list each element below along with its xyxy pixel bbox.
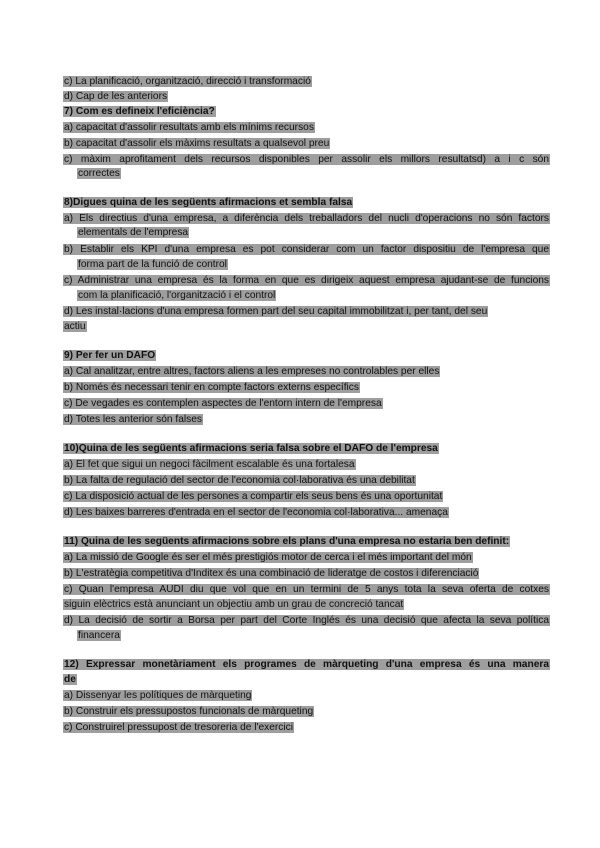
text-line: forma part de la funció de control xyxy=(78,259,227,270)
text-line: a) Dissenyar les polítiques de màrqueting xyxy=(64,690,252,701)
text-line: a) capacitat d'assolir resultats amb els mínims recursos xyxy=(64,122,314,133)
text-line: de xyxy=(64,674,76,685)
text-line: a) El fet que sigui un negoci fàcilment escalable és una fortalesa xyxy=(64,459,355,470)
text-line: correctes xyxy=(78,168,120,179)
question-7-heading: 7) Com es defineix l'eficiència? xyxy=(64,106,215,117)
text-line: actiu xyxy=(64,321,86,332)
question-12-heading: 12) Expressar monetàriament els programes de màrqueting d'una empresa és una manera xyxy=(64,659,549,670)
question-11-heading: 11) Quina de les següents afirmacions sobre els plans d'una empresa no estaria ben definit: xyxy=(64,536,510,547)
question-8-heading: 8)Digues quina de les següents afirmacions et sembla falsa xyxy=(64,197,353,208)
text-line: c) Quan l'empresa AUDI diu que vol que en un termini de 5 anys tota la seva oferta de cotxes xyxy=(64,584,549,595)
text-line: b) L'estratègia competitiva d'Inditex és una combinació de lideratge de costos i diferenciació xyxy=(64,568,479,579)
text-line: com la planificació, l'organització i el control xyxy=(78,290,276,301)
text-line: c) màxim aprofitament dels recursos disponibles per assolir els millors resultatsd) a i c són xyxy=(64,154,549,165)
text-line: c) Construirel pressupost de tresoreria de l'exercici xyxy=(64,722,293,733)
text-line: b) Establir els KPI d'una empresa es pot considerar com un factor dispositiu de l'empresa que xyxy=(64,244,549,255)
text-line: d) Totes les anterior són falses xyxy=(64,414,202,425)
text-line: c) Administrar una empresa és la forma en que es dirigeix aquest empresa ajudant-se de funcions xyxy=(64,275,549,286)
text-line: a) La missió de Google és ser el més prestigiós motor de cerca i el més important del món xyxy=(64,552,472,563)
text-line: elementals de l'empresa xyxy=(78,227,189,238)
text-line: d) Cap de les anteriors xyxy=(64,91,168,102)
text-line: siguin elèctrics està anunciant un objectiu amb un grau de concreció tancat xyxy=(64,599,404,610)
text-line: b) Només és necessari tenir en compte factors externs específics xyxy=(64,382,359,393)
text-line: a) Cal analitzar, entre altres, factors aliens a les empreses no controlables per elles xyxy=(64,366,440,377)
text-line: d) La decisió de sortir a Borsa per part del Corte Inglés és una decisió que afecta la seva política xyxy=(64,615,549,626)
text-line: b) capacitat d'assolir els màxims resultats a qualsevol preu xyxy=(64,138,330,149)
question-9-heading: 9) Per fer un DAFO xyxy=(64,350,156,361)
text-line: d) Les instal·lacions d'una empresa formen part del seu capital immobilitzat i, per tant, del seu xyxy=(64,306,488,317)
text-line: a) Els directius d'una empresa, a diferència dels treballadors del nucli d'operacions no són factors xyxy=(64,213,549,224)
text-line: financera xyxy=(78,630,120,641)
text-line: c) La planificació, organització, direcció i transformació xyxy=(64,76,311,87)
text-line: c) La disposició actual de les persones a compartir els seus bens és una oportunitat xyxy=(64,491,443,502)
text-line: b) La falta de regulació del sector de l'economia col·laborativa és una debilitat xyxy=(64,475,415,486)
text-line: c) De vegades es contemplen aspectes de l'entorn intern de l'empresa xyxy=(64,398,382,409)
question-10-heading: 10)Quina de les següents afirmacions seria falsa sobre el DAFO de l'empresa xyxy=(64,443,438,454)
text-line: b) Construir els pressupostos funcionals de màrqueting xyxy=(64,706,314,717)
text-line: d) Les baixes barreres d'entrada en el sector de l'economia col·laborativa... amenaça xyxy=(64,507,448,518)
